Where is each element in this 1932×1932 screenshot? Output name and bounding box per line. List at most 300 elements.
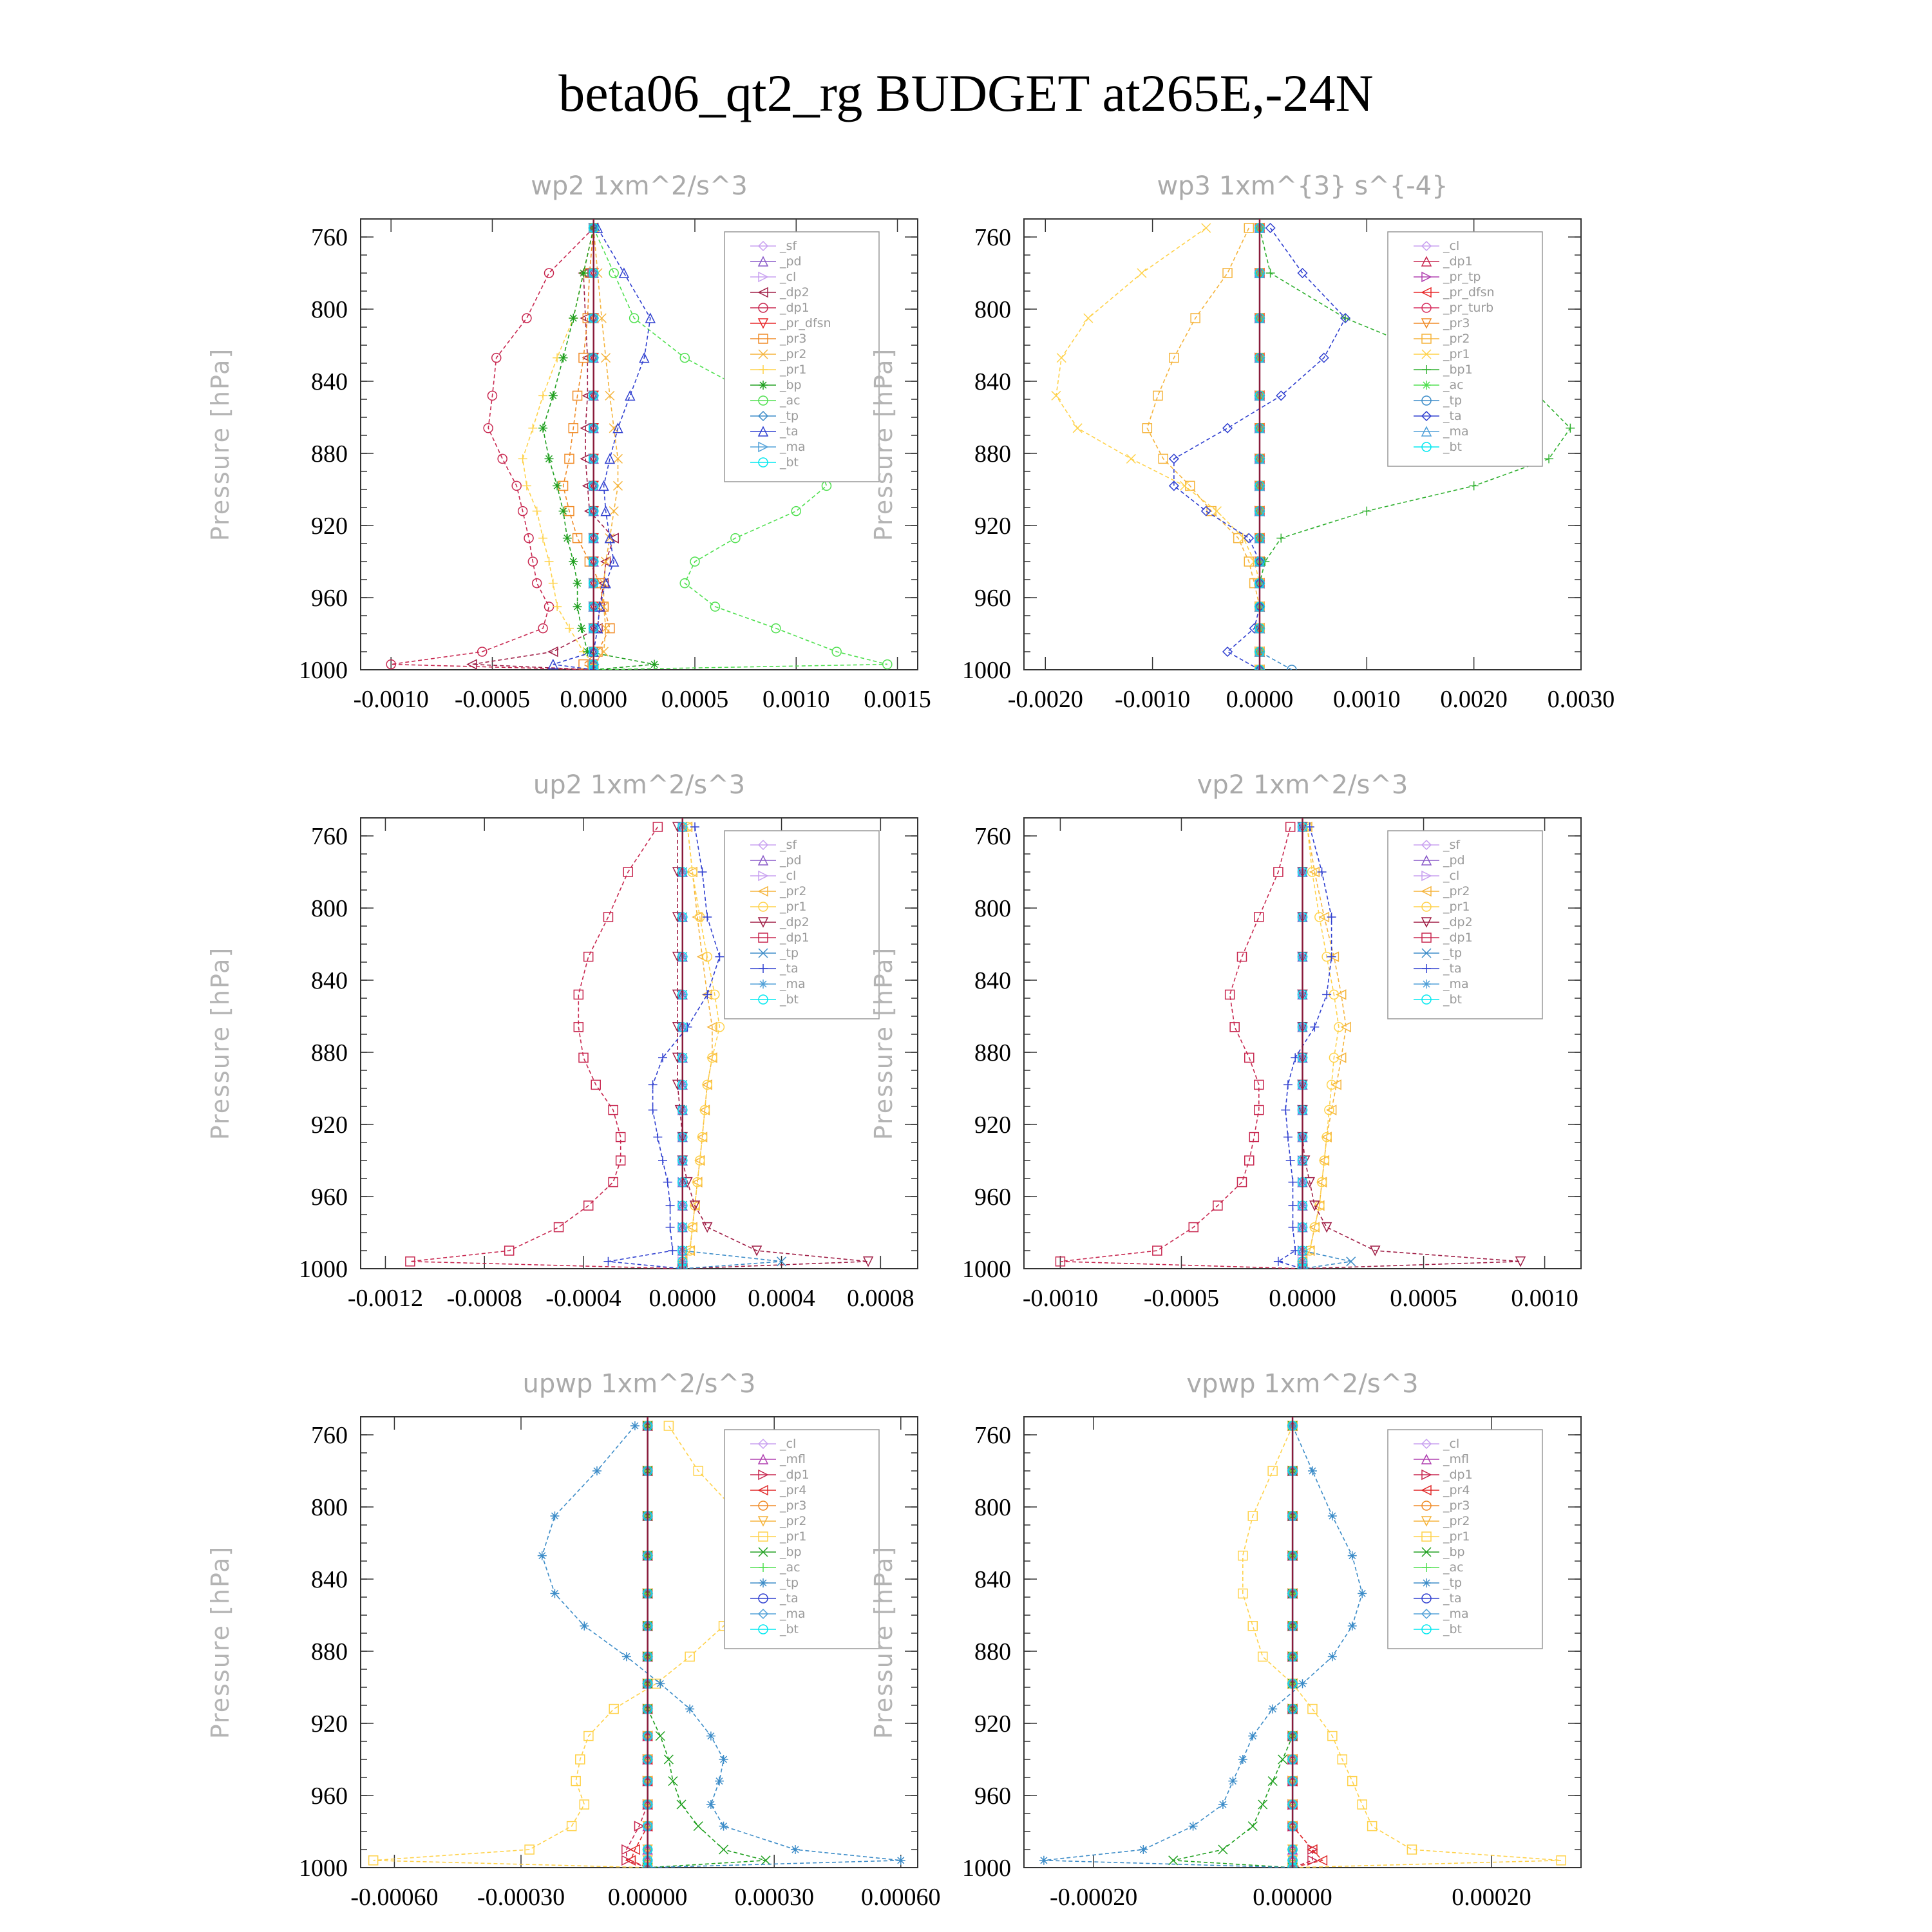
data-point: [1248, 1822, 1257, 1831]
series-ta: [549, 223, 655, 674]
data-point: [715, 952, 724, 961]
data-point: [1258, 1800, 1267, 1809]
legend-label: _dp2: [1443, 915, 1473, 929]
legend-label: _pr2: [780, 1514, 807, 1528]
series-pr2: [1142, 223, 1264, 674]
legend-label: _dp1: [1443, 931, 1473, 945]
data-point: [668, 1246, 677, 1255]
data-point: [896, 1856, 905, 1865]
series-line: [1044, 1426, 1362, 1868]
legend-label: _pr1: [780, 1530, 807, 1544]
data-point: [1362, 507, 1371, 516]
data-point: [1218, 1800, 1227, 1809]
data-point: [1223, 424, 1232, 433]
chart-panel-1: [206, 171, 931, 713]
data-point: [666, 1223, 675, 1232]
series-ta: [603, 822, 724, 1273]
data-point: [1348, 1551, 1357, 1560]
y-tick-label: 840: [311, 1566, 348, 1593]
series-line: [374, 1426, 766, 1868]
data-point: [1244, 534, 1253, 543]
data-point: [658, 1156, 667, 1165]
data-point: [694, 1822, 703, 1831]
legend-label: _ta: [1443, 409, 1462, 423]
chart-panel-6: [869, 1369, 1581, 1911]
series-line: [1056, 228, 1260, 670]
data-point: [1286, 1156, 1295, 1165]
legend: [724, 232, 879, 482]
legend-label: _pr_tp: [1443, 270, 1481, 284]
series-bp: [1169, 1421, 1297, 1872]
data-point: [1308, 1466, 1317, 1475]
x-tick-label: 0.00060: [861, 1884, 941, 1911]
y-tick-label: 1000: [962, 1855, 1011, 1882]
data-point: [719, 1822, 728, 1831]
legend: [1388, 831, 1542, 1019]
legend-label: _ac: [1443, 1560, 1464, 1575]
legend-label: _ac: [780, 1560, 800, 1575]
x-tick-label: 0.0020: [1440, 686, 1508, 713]
data-point: [563, 534, 572, 543]
data-point: [666, 1201, 675, 1210]
data-point: [609, 269, 618, 278]
legend-label: _ma: [1443, 424, 1469, 439]
data-point: [538, 424, 547, 433]
y-tick-label: 880: [974, 440, 1011, 468]
legend-label: _ma: [780, 977, 806, 991]
legend-label: _tp: [780, 946, 799, 960]
data-point: [579, 269, 588, 278]
x-tick-label: 0.00000: [607, 1884, 688, 1911]
legend-label: _cl: [1443, 239, 1460, 253]
legend-marker: [759, 1578, 768, 1587]
data-point: [528, 424, 537, 433]
data-point: [1268, 1705, 1277, 1714]
data-point: [1238, 1755, 1247, 1764]
legend-label: _ta: [1443, 1591, 1462, 1605]
data-point: [498, 454, 507, 463]
data-point: [791, 507, 800, 516]
legend-label: _pr1: [780, 363, 807, 377]
data-point: [1347, 1257, 1356, 1266]
data-point: [650, 660, 659, 669]
series-line: [683, 827, 720, 1269]
legend-label: _tp: [1443, 946, 1463, 960]
legend-label: _dp1: [1443, 254, 1473, 269]
legend-label: _tp: [780, 409, 799, 423]
y-tick-label: 880: [974, 1039, 1011, 1066]
legend-label: _bt: [1443, 1622, 1463, 1636]
data-point: [545, 269, 554, 278]
data-point: [1274, 1257, 1283, 1266]
legend-label: _dp1: [780, 931, 810, 945]
legend-label: _tp: [780, 1576, 799, 1590]
data-point: [538, 534, 547, 543]
x-tick-label: 0.0015: [864, 686, 931, 713]
data-point: [538, 391, 547, 400]
panel-title: vp2 1xm^2/s^3: [1197, 770, 1408, 800]
data-point: [791, 1845, 800, 1854]
panel-title: up2 1xm^2/s^3: [533, 770, 746, 800]
x-tick-label: 0.0000: [1226, 686, 1294, 713]
panel-title: vpwp 1xm^2/s^3: [1186, 1369, 1419, 1399]
y-tick-label: 960: [311, 585, 348, 612]
legend-label: _pr2: [1443, 332, 1470, 346]
chart-panel-2: [869, 171, 1615, 713]
data-point: [1310, 1023, 1319, 1032]
legend-label: _bt: [780, 992, 799, 1007]
data-point: [369, 1856, 378, 1865]
legend-label: _bp: [780, 378, 802, 392]
data-point: [1084, 314, 1093, 323]
y-tick-label: 920: [974, 1112, 1011, 1139]
legend-label: _ac: [1443, 378, 1464, 392]
x-tick-label: 0.0010: [1333, 686, 1401, 713]
legend-label: _bp1: [1443, 363, 1473, 377]
x-tick-label: 0.0010: [762, 686, 830, 713]
x-tick-label: 0.00030: [734, 1884, 814, 1911]
data-point: [822, 481, 831, 490]
data-point: [715, 1777, 724, 1786]
legend-label: _cl: [780, 270, 797, 284]
series-pr1: [1052, 223, 1264, 674]
data-point: [577, 624, 586, 633]
data-point: [533, 579, 542, 588]
data-point: [1358, 1800, 1367, 1809]
data-point: [1470, 481, 1479, 490]
legend-label: _tp: [1443, 393, 1463, 408]
series-line: [1147, 228, 1260, 670]
y-tick-label: 1000: [962, 1256, 1011, 1283]
legend-label: _ta: [780, 1591, 799, 1605]
data-point: [1283, 1080, 1293, 1089]
data-point: [677, 1800, 686, 1809]
x-tick-label: -0.0005: [1143, 1285, 1220, 1312]
y-tick-label: 840: [311, 967, 348, 994]
legend-label: _bt: [1443, 992, 1463, 1007]
data-point: [565, 624, 574, 633]
y-tick-label: 880: [311, 1638, 348, 1665]
data-point: [1348, 1777, 1357, 1786]
data-point: [703, 913, 712, 922]
data-point: [1137, 269, 1146, 278]
legend-label: _cl: [1443, 1437, 1460, 1451]
data-point: [1223, 269, 1232, 278]
data-point: [1544, 454, 1553, 463]
legend-label: _pr1: [1443, 900, 1470, 914]
legend-marker: [759, 381, 768, 390]
y-tick-label: 1000: [962, 657, 1011, 684]
data-point: [1249, 1133, 1258, 1142]
data-point: [554, 1223, 564, 1232]
series-line: [564, 228, 610, 670]
y-tick-label: 920: [311, 513, 348, 540]
y-tick-label: 920: [311, 1112, 348, 1139]
legend-label: _sf: [1443, 838, 1461, 852]
legend-label: _ma: [1443, 977, 1469, 991]
data-point: [550, 1511, 559, 1520]
data-point: [1268, 1466, 1277, 1475]
data-point: [1327, 1106, 1336, 1115]
x-tick-label: 0.0010: [1511, 1285, 1578, 1312]
data-point: [703, 990, 712, 999]
data-point: [1244, 223, 1253, 232]
data-point: [1283, 1133, 1293, 1142]
y-tick-label: 880: [974, 1638, 1011, 1665]
data-point: [573, 534, 582, 543]
legend-label: _pr_dfsn: [780, 316, 831, 330]
data-point: [549, 579, 558, 588]
x-tick-label: 0.0008: [847, 1285, 914, 1312]
data-point: [580, 1622, 589, 1631]
data-point: [1268, 1777, 1277, 1786]
legend-label: _sf: [780, 838, 797, 852]
data-point: [1288, 1178, 1297, 1187]
y-tick-label: 960: [974, 1184, 1011, 1211]
data-point: [1276, 534, 1285, 543]
y-tick-label: 760: [974, 224, 1011, 251]
x-tick-label: -0.0010: [1115, 686, 1191, 713]
legend-label: _pr3: [780, 1499, 807, 1513]
y-tick-label: 800: [311, 895, 348, 922]
y-tick-label: 960: [311, 1184, 348, 1211]
data-point: [698, 867, 707, 876]
x-tick-label: 0.0000: [649, 1285, 717, 1312]
panel-title: upwp 1xm^2/s^3: [522, 1369, 756, 1399]
data-point: [571, 1777, 580, 1786]
y-axis-label: Pressure [hPa]: [206, 946, 234, 1141]
y-tick-label: 800: [974, 1494, 1011, 1521]
data-point: [1189, 1822, 1198, 1831]
data-point: [1358, 1589, 1367, 1598]
data-point: [538, 1551, 547, 1560]
data-point: [1228, 1777, 1237, 1786]
data-point: [549, 391, 558, 400]
y-axis-label: Pressure [hPa]: [869, 946, 898, 1141]
legend-label: _ta: [780, 961, 799, 976]
legend: [1388, 232, 1542, 466]
chart-panel-4: [869, 770, 1581, 1312]
data-point: [524, 534, 533, 543]
legend-label: _dp1: [780, 301, 810, 315]
y-tick-label: 880: [311, 1039, 348, 1066]
y-tick-label: 800: [311, 1494, 348, 1521]
legend-label: _pr3: [1443, 1499, 1470, 1513]
data-point: [625, 391, 634, 400]
legend-label: _ma: [1443, 1607, 1469, 1621]
data-point: [1328, 1652, 1337, 1661]
data-point: [1052, 391, 1061, 400]
data-point: [553, 602, 562, 611]
x-tick-label: -0.00060: [350, 1884, 439, 1911]
series-dp1: [406, 822, 687, 1273]
data-point: [559, 354, 568, 363]
y-tick-label: 1000: [299, 1855, 348, 1882]
legend-label: _dp2: [780, 285, 810, 299]
legend-label: _bt: [780, 455, 799, 469]
x-tick-label: -0.0008: [446, 1285, 522, 1312]
legend-label: _cl: [780, 869, 797, 883]
legend-label: _pd: [780, 254, 802, 269]
y-tick-label: 1000: [299, 1256, 348, 1283]
y-tick-label: 760: [311, 224, 348, 251]
data-point: [630, 1421, 639, 1430]
y-tick-label: 800: [974, 895, 1011, 922]
data-point: [545, 602, 554, 611]
data-point: [656, 1679, 665, 1688]
data-point: [1180, 481, 1189, 490]
x-tick-label: 0.00000: [1253, 1884, 1332, 1911]
legend-label: _ta: [780, 424, 799, 439]
data-point: [656, 1732, 665, 1741]
data-point: [609, 507, 618, 516]
data-point: [1073, 424, 1082, 433]
legend-marker: [1422, 1578, 1431, 1587]
chart-panel-3: [206, 770, 918, 1312]
data-point: [761, 1856, 770, 1865]
y-tick-label: 760: [311, 823, 348, 850]
data-point: [706, 1800, 715, 1809]
data-point: [1348, 1622, 1357, 1631]
y-tick-label: 1000: [299, 657, 348, 684]
data-point: [1281, 1106, 1290, 1115]
panels: [206, 171, 1615, 1911]
data-point: [663, 1178, 672, 1187]
x-tick-label: -0.0012: [347, 1285, 424, 1312]
data-point: [1288, 1201, 1297, 1210]
x-tick-label: 0.0030: [1547, 686, 1615, 713]
data-point: [569, 314, 578, 323]
series-dp1: [1056, 822, 1307, 1273]
data-point: [1322, 1223, 1331, 1232]
data-point: [1322, 990, 1331, 999]
data-point: [1328, 1511, 1337, 1520]
data-point: [1202, 223, 1211, 232]
data-point: [685, 1705, 694, 1714]
data-point: [1255, 913, 1264, 922]
y-tick-label: 760: [974, 823, 1011, 850]
data-point: [573, 579, 582, 588]
data-point: [1288, 1223, 1297, 1232]
page-title: beta06_qt2_rg BUDGET at265E,-24N: [558, 64, 1374, 122]
data-point: [559, 507, 568, 516]
x-tick-label: 0.0005: [1390, 1285, 1457, 1312]
data-point: [1057, 354, 1066, 363]
legend-label: _sf: [780, 239, 797, 253]
data-point: [1298, 1679, 1307, 1688]
data-point: [601, 354, 611, 363]
legend-label: _pr1: [780, 900, 807, 914]
series-line: [523, 228, 594, 670]
x-tick-label: -0.0020: [1007, 686, 1083, 713]
y-tick-label: 840: [311, 368, 348, 395]
legend-label: _cl: [780, 1437, 797, 1451]
legend-label: _dp2: [780, 915, 810, 929]
legend-label: _pr1: [1443, 347, 1470, 361]
x-tick-label: -0.0010: [353, 686, 429, 713]
data-point: [622, 1652, 631, 1661]
x-tick-label: 0.0000: [1269, 1285, 1336, 1312]
legend-marker: [759, 980, 768, 989]
y-tick-label: 840: [974, 368, 1011, 395]
legend-label: _pr2: [780, 884, 807, 898]
legend-label: _ma: [780, 440, 806, 454]
data-point: [584, 952, 593, 961]
legend-label: _mfl: [780, 1452, 806, 1466]
legend-label: _ma: [780, 1607, 806, 1621]
y-tick-label: 880: [311, 440, 348, 468]
legend-label: _bt: [1443, 440, 1463, 454]
data-point: [522, 314, 531, 323]
data-point: [613, 481, 622, 490]
legend-label: _pr_dfsn: [1443, 285, 1495, 299]
legend-label: _pr2: [1443, 884, 1470, 898]
series-line: [608, 827, 719, 1269]
data-point: [1202, 507, 1211, 516]
series-line: [1060, 827, 1302, 1269]
legend-label: _pr4: [780, 1483, 807, 1497]
data-point: [706, 1732, 715, 1741]
y-tick-label: 920: [974, 513, 1011, 540]
legend-label: _pr4: [1443, 1483, 1470, 1497]
series-line: [410, 827, 683, 1269]
data-point: [580, 1800, 589, 1809]
chart-panel-5: [206, 1369, 941, 1911]
x-tick-label: -0.0004: [545, 1285, 621, 1312]
data-point: [533, 507, 542, 516]
series-tp: [1039, 1421, 1367, 1872]
x-tick-label: -0.00030: [477, 1884, 565, 1911]
panel-title: wp3 1xm^{3} s^{-4}: [1157, 171, 1448, 201]
y-axis-label: Pressure [hPa]: [869, 347, 898, 542]
series-pr3: [559, 223, 614, 674]
legend-marker: [1422, 980, 1431, 989]
series-pr1: [518, 223, 598, 674]
x-tick-label: 0.0005: [661, 686, 729, 713]
legend-label: _pd: [780, 853, 802, 867]
data-point: [592, 1466, 601, 1475]
data-point: [664, 1421, 673, 1430]
data-point: [550, 1589, 559, 1598]
legend-label: _dp1: [780, 1468, 810, 1482]
y-axis-label: Pressure [hPa]: [869, 1545, 898, 1739]
panel-title: wp2 1xm^2/s^3: [531, 171, 748, 201]
legend-label: _pd: [1443, 853, 1465, 867]
x-tick-label: -0.0010: [1022, 1285, 1098, 1312]
y-tick-label: 840: [974, 967, 1011, 994]
data-point: [1039, 1856, 1048, 1865]
x-tick-label: 0.0004: [748, 1285, 815, 1312]
legend-label: _bp: [1443, 1545, 1465, 1559]
data-point: [1278, 1755, 1287, 1764]
data-point: [1153, 391, 1162, 400]
data-point: [1266, 223, 1275, 232]
series-line: [391, 228, 594, 670]
y-tick-label: 960: [974, 1783, 1011, 1810]
data-point: [664, 1755, 673, 1764]
data-point: [1266, 269, 1275, 278]
legend-label: _pr3: [1443, 316, 1470, 330]
data-point: [1248, 1622, 1257, 1631]
data-point: [1248, 1732, 1257, 1741]
legend-label: _cl: [1443, 869, 1460, 883]
y-tick-label: 960: [311, 1783, 348, 1810]
data-point: [1169, 1856, 1178, 1865]
data-point: [1126, 454, 1135, 463]
data-point: [653, 1133, 662, 1142]
y-axis-label: Pressure [hPa]: [206, 347, 234, 542]
data-point: [605, 624, 614, 633]
